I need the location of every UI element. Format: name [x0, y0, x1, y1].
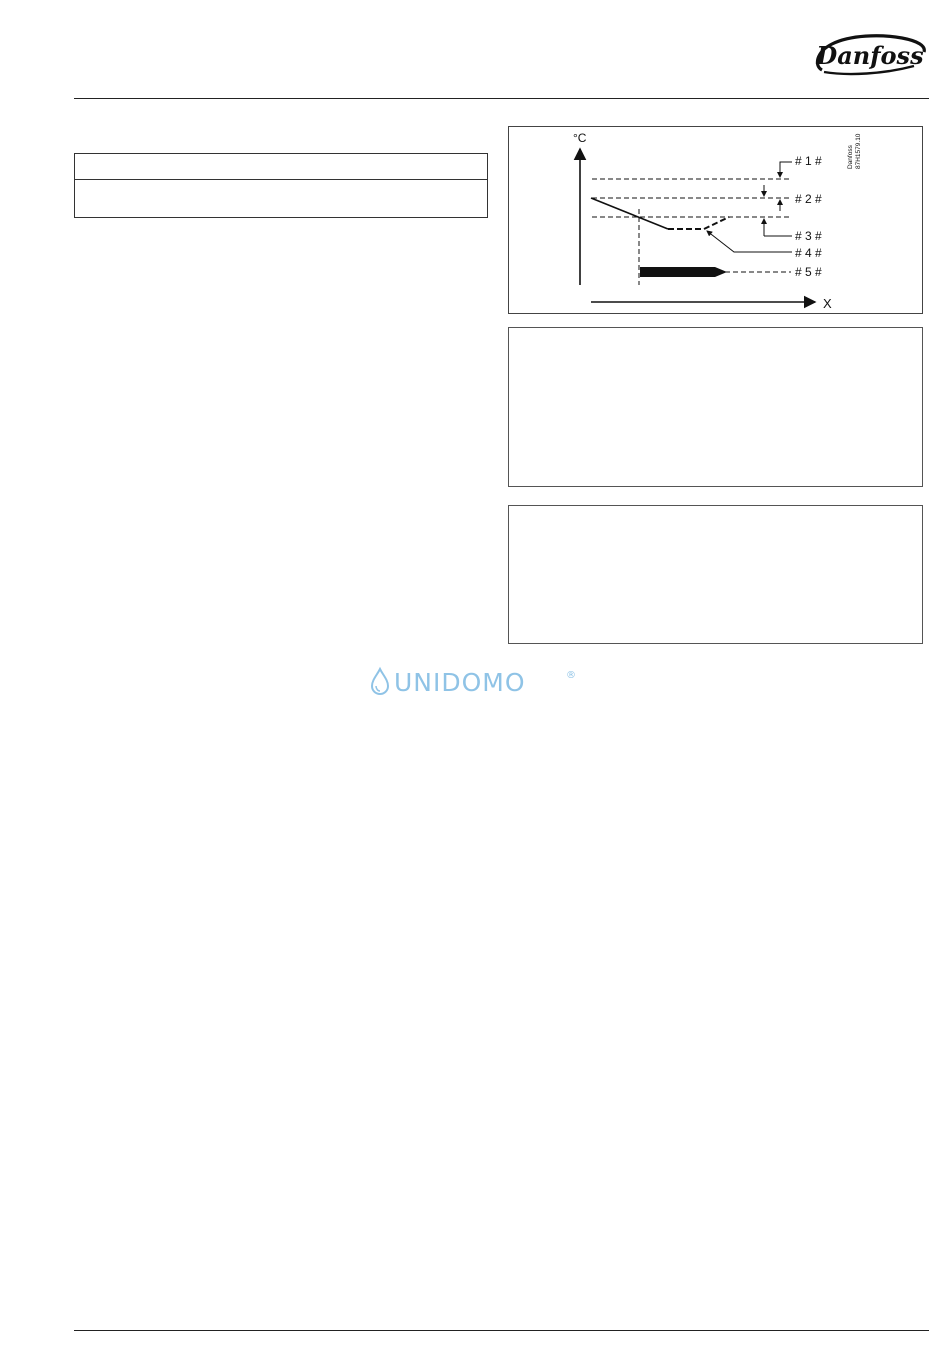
label-5: # 5 #: [795, 265, 822, 279]
figure-code: [847, 133, 862, 169]
table-divider: [75, 179, 487, 180]
x-axis-label: X: [823, 296, 832, 311]
label-3: # 3 #: [795, 229, 822, 243]
label-4: # 4 #: [795, 246, 822, 260]
danfoss-logo: [810, 26, 930, 80]
y-axis-label: °C: [573, 131, 587, 145]
temperature-diagram: [508, 126, 923, 314]
leader-4: [707, 231, 792, 252]
figure-code-line-1: Danfoss: [847, 145, 854, 169]
leader-1: [780, 162, 792, 167]
thick-bar: [640, 267, 727, 277]
left-table: [74, 153, 488, 218]
empty-panel-2: [508, 505, 923, 644]
diagram-svg: [509, 127, 924, 315]
unidomo-watermark: [370, 664, 590, 698]
danfoss-logo-text: Danfoss: [816, 41, 924, 70]
figure-code-line-2: 87H1579.10: [855, 133, 862, 169]
temperature-curve: [591, 198, 668, 229]
temperature-recovery: [704, 217, 729, 229]
label-2: # 2 #: [795, 192, 822, 206]
header-rule: [74, 98, 929, 99]
label-1: # 1 #: [795, 154, 822, 168]
watermark-text: UNIDOMO: [394, 668, 526, 697]
watermark-mark: ®: [566, 670, 576, 681]
footer-rule: [74, 1330, 929, 1331]
empty-panel-1: [508, 327, 923, 487]
